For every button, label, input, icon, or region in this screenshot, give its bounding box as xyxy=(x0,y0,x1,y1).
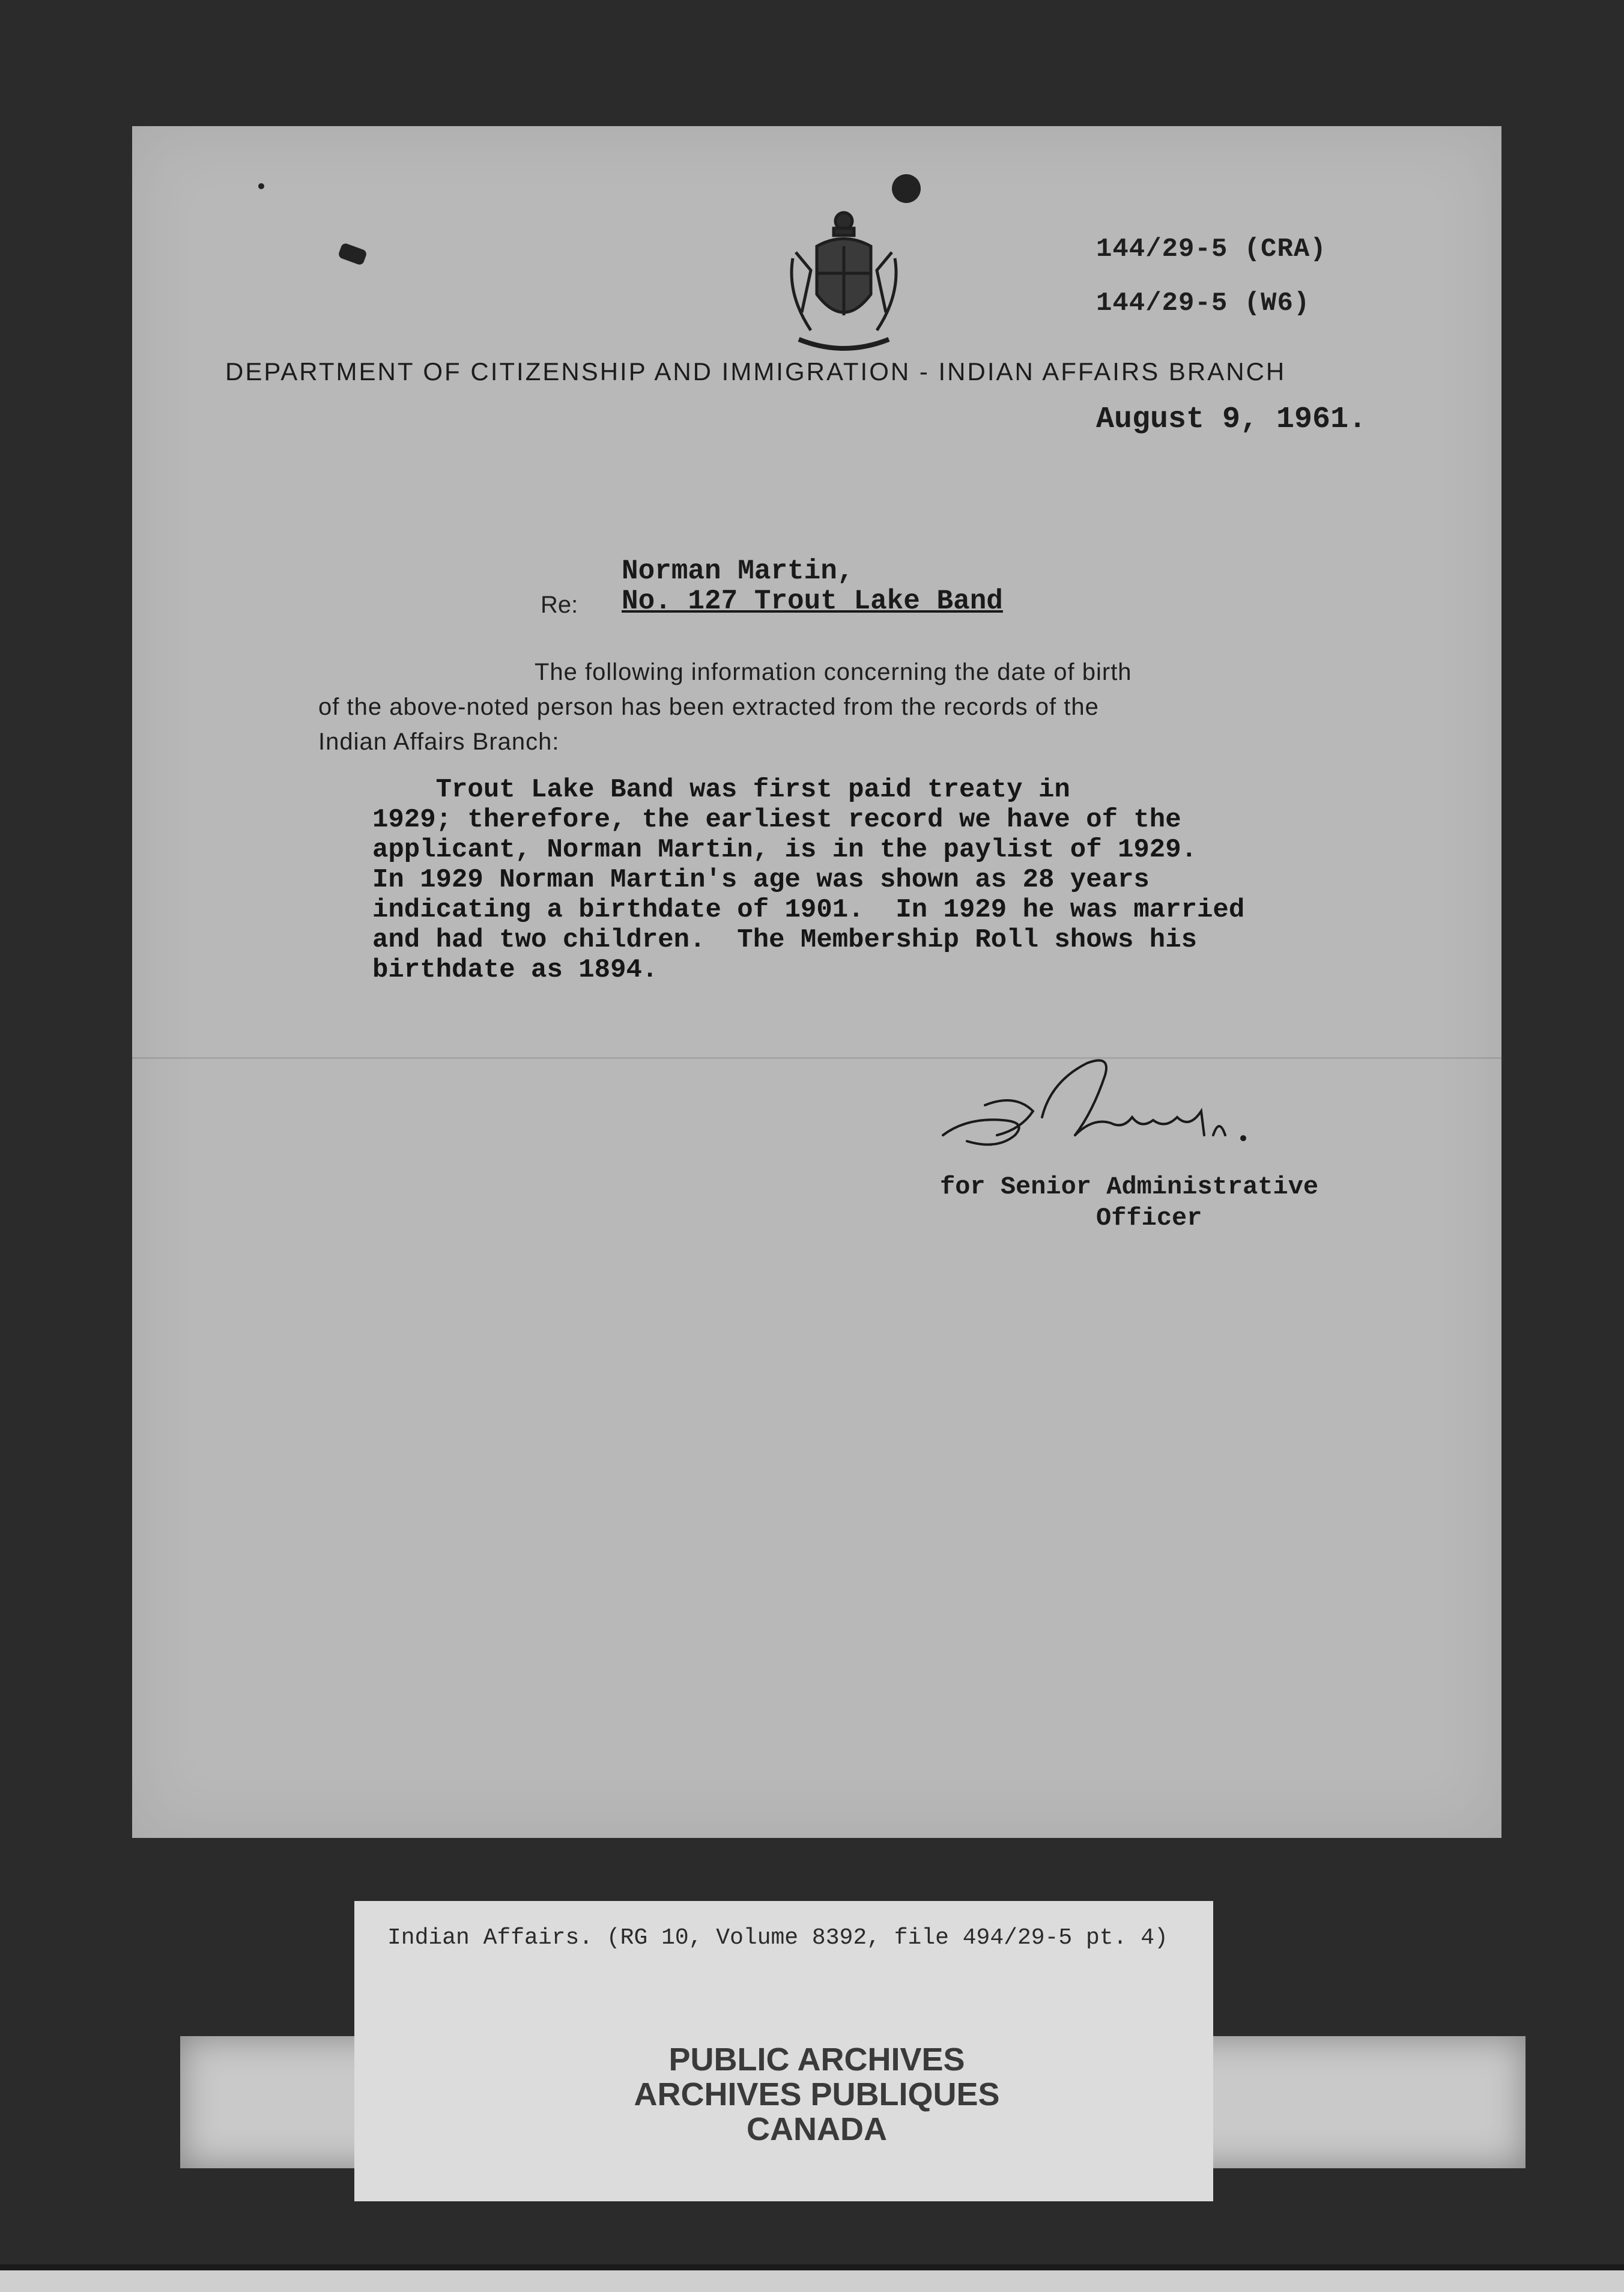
record-line: indicating a birthdate of 1901. In 1929 he was married xyxy=(372,895,1245,925)
record-line: birthdate as 1894. xyxy=(372,955,658,985)
record-line: 1929; therefore, the earliest record we have of the xyxy=(372,805,1181,835)
file-reference-2: 144/29-5 (W6) xyxy=(1096,288,1310,318)
re-band: No. 127 Trout Lake Band xyxy=(622,586,1003,617)
speck xyxy=(338,242,368,265)
record-line: Trout Lake Band was first paid treaty in xyxy=(372,775,1070,805)
letter-page xyxy=(132,126,1501,1838)
record-paragraph xyxy=(372,775,1393,985)
signature-caption xyxy=(940,1171,1480,1234)
re-name: Norman Martin, xyxy=(622,556,854,587)
record-line: applicant, Norman Martin, is in the paylist of 1929. xyxy=(372,835,1198,865)
intro-paragraph xyxy=(318,655,1339,759)
record-line: In 1929 Norman Martin's age was shown as 28 years xyxy=(372,865,1150,895)
intro-line: The following information concerning the date of birth xyxy=(535,659,1132,685)
speck xyxy=(258,183,264,189)
stamp-line-2: ARCHIVES PUBLIQUES xyxy=(634,2076,1000,2112)
file-reference-1: 144/29-5 (CRA) xyxy=(1096,234,1327,264)
fold-line xyxy=(132,1057,1501,1059)
re-label: Re: xyxy=(541,592,578,618)
archive-citation: Indian Affairs. (RG 10, Volume 8392, file 494/29-5 pt. 4) xyxy=(387,1925,1168,1951)
film-edge-line xyxy=(0,2264,1624,2270)
handwritten-signature xyxy=(931,1045,1267,1165)
letter-date: August 9, 1961. xyxy=(1096,402,1367,437)
speck xyxy=(892,174,921,203)
stamp-line-3: CANADA xyxy=(747,2111,887,2147)
intro-line: Indian Affairs Branch: xyxy=(318,729,560,755)
coat-of-arms-icon xyxy=(775,204,913,366)
stamp-line-1: PUBLIC ARCHIVES xyxy=(668,2042,965,2078)
public-archives-stamp xyxy=(517,2042,1117,2147)
film-edge xyxy=(0,2270,1624,2292)
department-heading: DEPARTMENT OF CITIZENSHIP AND IMMIGRATION - INDIAN AFFAIRS BRANCH xyxy=(225,357,1286,386)
signature-caption-line-2: Officer xyxy=(1096,1204,1202,1232)
intro-line: of the above-noted person has been extracted from the records of the xyxy=(318,694,1099,720)
record-line: and had two children. The Membership Roll shows his xyxy=(372,925,1198,955)
signature-caption-line-1: for Senior Administrative xyxy=(940,1172,1319,1201)
